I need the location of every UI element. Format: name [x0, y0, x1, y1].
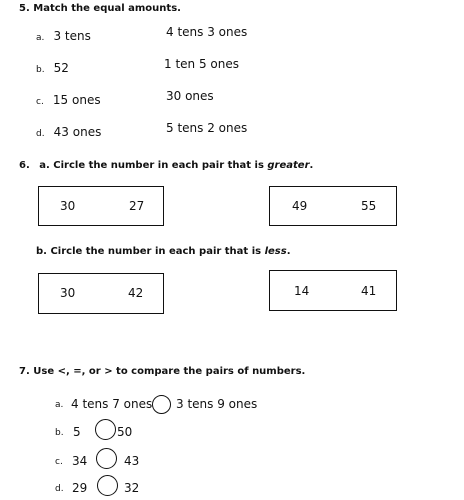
q5-item-b — [36, 57, 69, 76]
q7-a-compare-circle[interactable] — [152, 395, 171, 414]
q6b-instruction-emph: less — [264, 246, 287, 257]
q6b-pair-box-1 — [38, 273, 164, 314]
q7-d-left: 29 — [72, 481, 88, 495]
q6b-pair-1-first[interactable]: 30 — [60, 286, 76, 300]
q7-c-compare-circle[interactable] — [96, 448, 117, 469]
q7-a-left: 4 tens 7 ones — [71, 397, 153, 411]
q7-c-right: 43 — [124, 454, 140, 468]
question-6a-title — [19, 160, 313, 171]
q7-d-compare-circle[interactable] — [97, 475, 118, 496]
q5-letter-b: b. — [36, 65, 45, 75]
question-6-number: 6. — [19, 160, 30, 171]
q7-b-compare-circle[interactable] — [95, 419, 116, 440]
q6b-pair-box-2 — [269, 270, 397, 311]
q5-letter-c: c. — [36, 97, 44, 107]
q6b-pair-2-second[interactable]: 41 — [361, 284, 377, 298]
q7-letter-c: c. — [55, 457, 63, 467]
q5-left-b: 52 — [53, 61, 69, 75]
q6b-instruction-post: . — [286, 246, 291, 257]
q6b-pair-2-first[interactable]: 14 — [294, 284, 310, 298]
q6a-instruction-pre: Circle the number in each pair that is — [53, 160, 268, 171]
q7-b-left: 5 — [73, 425, 81, 439]
q6a-instruction-post: . — [309, 160, 314, 171]
question-7-instruction: Use <, =, or > to compare the pairs of numbers. — [33, 366, 306, 377]
q7-a-right: 3 tens 9 ones — [176, 397, 258, 411]
q5-right-4: 5 tens 2 ones — [166, 121, 248, 135]
q7-c-left: 34 — [72, 454, 88, 468]
q6b-instruction-pre: Circle the number in each pair that is — [50, 246, 265, 257]
q5-right-3: 30 ones — [166, 89, 214, 103]
q5-item-d — [36, 121, 101, 140]
question-6b-title — [36, 246, 291, 257]
q7-letter-b: b. — [55, 428, 64, 438]
q6a-pair-2-second[interactable]: 55 — [361, 199, 377, 213]
q6a-pair-1-first[interactable]: 30 — [60, 199, 76, 213]
q6a-instruction-emph: greater — [267, 160, 310, 171]
q6a-pair-box-2 — [269, 186, 397, 226]
q7-d-right: 32 — [124, 481, 140, 495]
q5-left-a: 3 tens — [53, 29, 91, 43]
q6a-letter: a. — [39, 160, 50, 171]
question-5-title — [19, 3, 181, 14]
q6a-pair-1-second[interactable]: 27 — [129, 199, 145, 213]
q5-right-1: 4 tens 3 ones — [166, 25, 248, 39]
q5-right-2: 1 ten 5 ones — [164, 57, 239, 71]
q5-left-d: 43 ones — [53, 125, 102, 139]
q5-item-a — [36, 25, 91, 44]
q5-letter-d: d. — [36, 129, 45, 139]
q5-left-c: 15 ones — [52, 93, 101, 107]
question-5-number: 5. — [19, 3, 30, 14]
q5-letter-a: a. — [36, 33, 45, 43]
q6b-letter: b. — [36, 246, 47, 257]
q5-item-c — [36, 89, 101, 108]
q7-letter-d: d. — [55, 484, 64, 494]
q7-b-right: 50 — [117, 425, 133, 439]
q7-letter-a: a. — [55, 400, 64, 410]
question-7-title — [19, 366, 305, 377]
q6b-pair-1-second[interactable]: 42 — [128, 286, 144, 300]
q6a-pair-box-1 — [38, 186, 164, 226]
q6a-pair-2-first[interactable]: 49 — [292, 199, 308, 213]
question-7-number: 7. — [19, 366, 30, 377]
question-5-instruction: Match the equal amounts. — [33, 3, 181, 14]
